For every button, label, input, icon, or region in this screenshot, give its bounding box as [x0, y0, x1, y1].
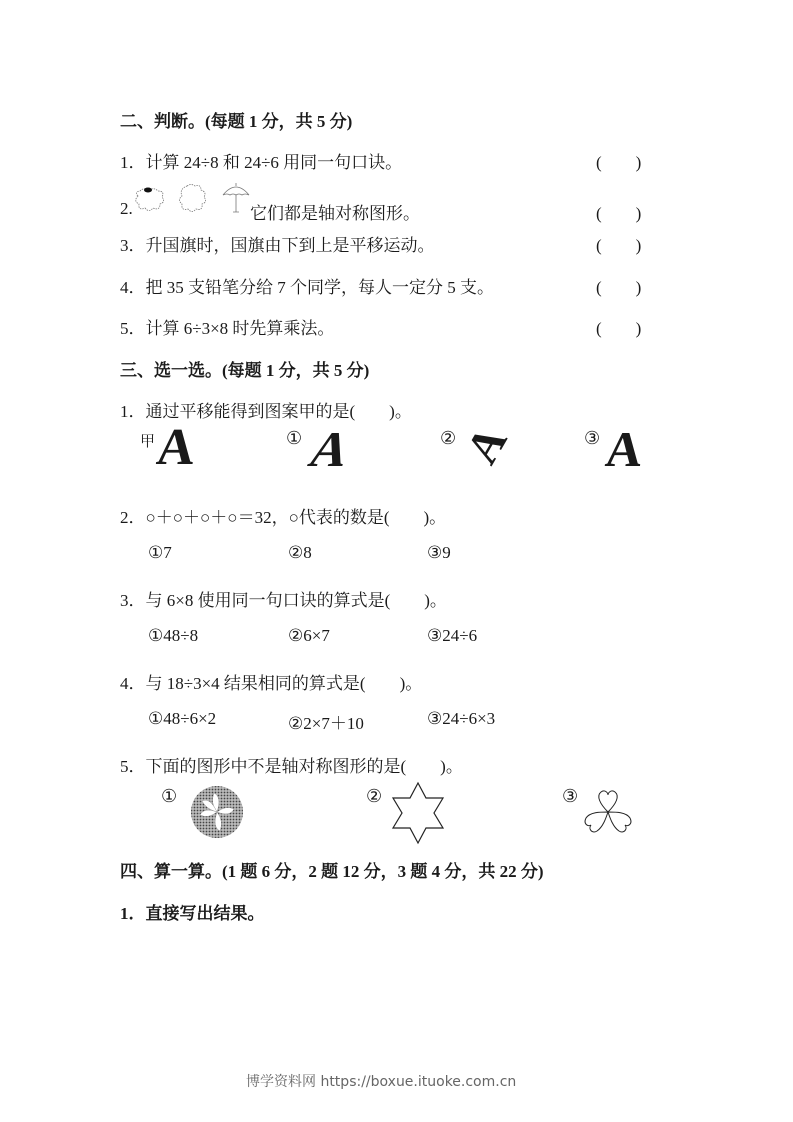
- item-number: 4．: [120, 278, 146, 297]
- judge-item-4: [120, 273, 494, 298]
- option-label-2: ②: [440, 428, 457, 448]
- item-text: 计算 24÷8 和 24÷6 用同一句口诀。: [145, 153, 403, 172]
- answer-blank-2[interactable]: ( ): [596, 204, 642, 223]
- choice-q2-text: 2．○＋○＋○＋○＝32，○代表的数是( )。: [120, 508, 447, 527]
- option-label-3: ③: [584, 428, 601, 448]
- q3-option-1[interactable]: ①48÷8: [148, 626, 199, 645]
- q4-option-2[interactable]: ②2×7＋10: [288, 714, 364, 733]
- glyph-a-option-2[interactable]: A: [455, 417, 517, 472]
- answer-blank-4[interactable]: ( ): [596, 278, 642, 297]
- glyph-a-option-3[interactable]: A: [603, 421, 646, 477]
- q4-option-1[interactable]: ①48÷6×2: [148, 709, 217, 728]
- choice-q5-text: 5．下面的图形中不是轴对称图形的是( )。: [120, 757, 463, 776]
- q3-option-2[interactable]: ②6×7: [288, 626, 330, 645]
- judge-item-2-number: 2.: [120, 199, 133, 218]
- umbrella-icon: [220, 181, 252, 215]
- answer-blank-1[interactable]: ( ): [596, 153, 642, 172]
- option-label-1: ①: [286, 428, 303, 448]
- judge-item-3: [120, 231, 435, 256]
- item-number: 5．: [120, 319, 146, 338]
- section-4-sub-1: 1．直接写出结果。: [120, 904, 265, 923]
- answer-blank-3[interactable]: ( ): [596, 236, 642, 255]
- glyph-a-option-1[interactable]: A: [302, 421, 358, 477]
- answer-blank-5[interactable]: ( ): [596, 319, 642, 338]
- flower-outline-icon: [132, 186, 168, 214]
- clover-icon[interactable]: [582, 788, 634, 838]
- label-jia: 甲: [140, 432, 156, 450]
- leaf-outline-icon: [177, 183, 209, 215]
- section-3-title: 三、选一选。(每题 1 分，共 5 分): [120, 361, 370, 380]
- choice-q3-text: 3．与 6×8 使用同一句口诀的算式是( )。: [120, 591, 447, 610]
- q2-option-3[interactable]: ③9: [427, 543, 451, 562]
- q3-option-3[interactable]: ③24÷6: [427, 626, 478, 645]
- six-point-star-icon[interactable]: [388, 782, 448, 844]
- choice-q1-text: 1．通过平移能得到图案甲的是( )。: [120, 402, 412, 421]
- bauhinia-flag-icon[interactable]: [190, 785, 244, 839]
- q4-option-3[interactable]: ③24÷6×3: [427, 709, 496, 728]
- glyph-a-original: A: [154, 419, 198, 476]
- item-text: 把 35 支铅笔分给 7 个同学，每人一定分 5 支。: [145, 278, 494, 297]
- footer-watermark: 博学资料网 https://boxue.ituoke.com.cn: [246, 1074, 517, 1090]
- item-text: 升国旗时，国旗由下到上是平移运动。: [145, 236, 435, 255]
- item-number: 3．: [120, 236, 146, 255]
- item-text: 计算 6÷3×8 时先算乘法。: [145, 319, 335, 338]
- item-number: 1．: [120, 153, 146, 172]
- q5-label-3: ③: [562, 786, 579, 806]
- q2-option-2[interactable]: ②8: [288, 543, 312, 562]
- judge-item-5: [120, 314, 334, 339]
- judge-item-1: [120, 148, 402, 173]
- choice-q4-text: 4．与 18÷3×4 结果相同的算式是( )。: [120, 674, 423, 693]
- q5-label-2: ②: [366, 786, 383, 806]
- section-2-title: 二、判断。(每题 1 分，共 5 分): [120, 112, 353, 131]
- q5-label-1: ①: [161, 786, 178, 806]
- q2-option-1[interactable]: ①7: [148, 543, 172, 562]
- judge-item-2-text: 它们都是轴对称图形。: [250, 204, 420, 223]
- section-4-title: 四、算一算。(1 题 6 分，2 题 12 分，3 题 4 分，共 22 分): [120, 862, 544, 881]
